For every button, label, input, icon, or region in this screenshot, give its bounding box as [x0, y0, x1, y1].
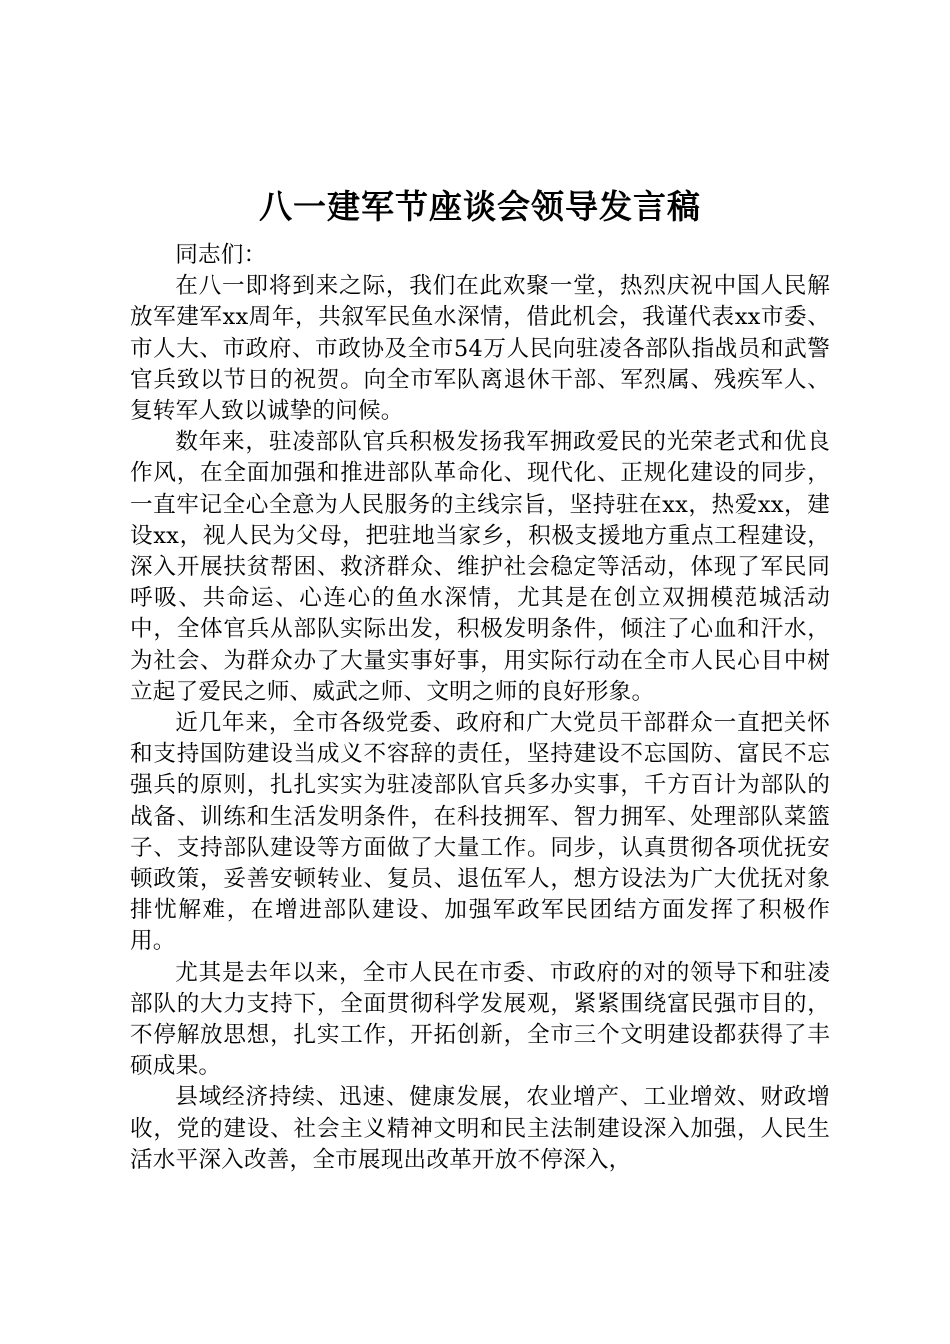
document-title: 八一建军节座谈会领导发言稿	[259, 187, 701, 226]
body-paragraph-1: 在八一即将到来之际，我们在此欢聚一堂，热烈庆祝中国人民解放军建军xx周年，共叙军民鱼水深情，借此机会，我谨代表xx市委、市人大、市政府、市政协及全市54万人民向驻凌各部队指战员和武警官兵致以节日的祝贺。向全市军队离退休干部、军烈属、残疾军人、复转军人致以诚挚的问候。	[130, 273, 830, 425]
document-page	[130, 184, 830, 1176]
salutation: 同志们：	[175, 242, 267, 268]
body-paragraph-4: 尤其是去年以来，全市人民在市委、市政府的对的领导下和驻凌部队的大力支持下，全面贯彻科学发展观，紧紧围绕富民强市目的，不停解放思想，扎实工作，开拓创新，全市三个文明建设都获得了丰硕成果。	[130, 959, 830, 1080]
body-paragraph-5: 县域经济持续、迅速、健康发展，农业增产、工业增效、财政增收，党的建设、社会主义精神文明和民主法制建设深入加强，人民生活水平深入改善，全市展现出改革开放不停深入，	[130, 1084, 830, 1173]
body-paragraph-3: 近几年来，全市各级党委、政府和广大党员干部群众一直把关怀和支持国防建设当成义不容辞的责任，坚持建设不忘国防、富民不忘强兵的原则，扎扎实实为驻凌部队官兵多办实事，千方百计为部队的战备、训练和生活发明条件，在科技拥军、智力拥军、处理部队菜篮子、支持部队建设等方面做了大量工作。同步，认真贯彻各项优抚安顿政策，妥善安顿转业、复员、退伍军人，想方设法为广大优抚对象排忧解难，在增进部队建设、加强军政军民团结方面发挥了积极作用。	[130, 710, 830, 955]
body-paragraph-2: 数年来，驻凌部队官兵积极发扬我军拥政爱民的光荣老式和优良作风，在全面加强和推进部队革命化、现代化、正规化建设的同步，一直牢记全心全意为人民服务的主线宗旨，坚持驻在xx，热爱xx，建设xx，视人民为父母，把驻地当家乡，积极支援地方重点工程建设，深入开展扶贫帮困、救济群众、维护社会稳定等活动，体现了军民同呼吸、共命运、心连心的鱼水深情，尤其是在创立双拥模范城活动中，全体官兵从部队实际出发，积极发明条件，倾注了心血和汗水，为社会、为群众办了大量实事好事，用实际行动在全市人民心目中树立起了爱民之师、威武之师、文明之师的良好形象。	[130, 429, 830, 705]
